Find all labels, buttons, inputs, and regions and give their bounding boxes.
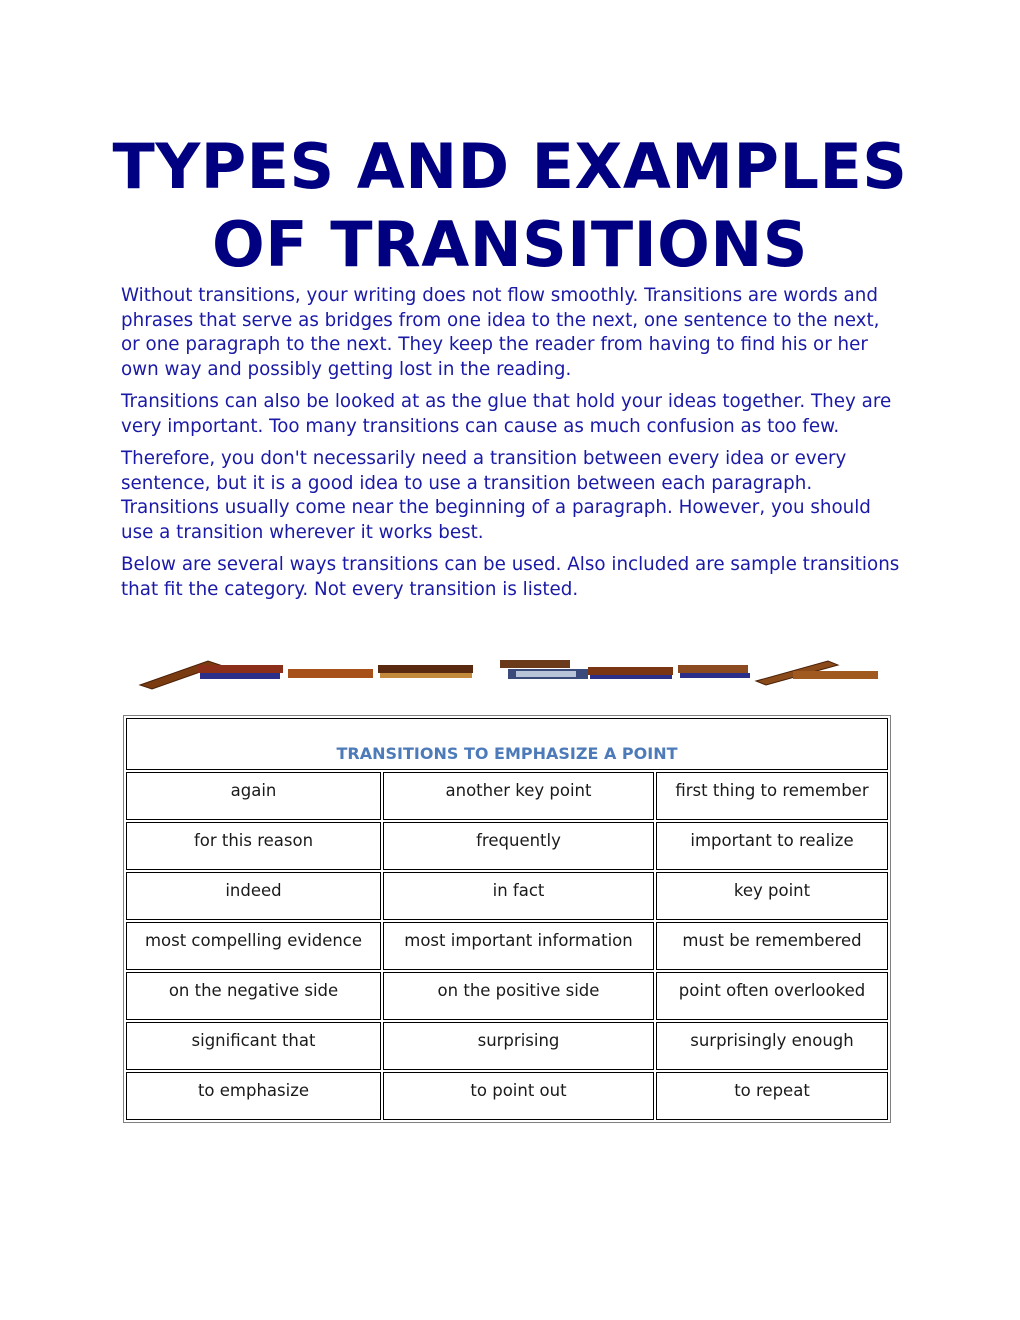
table-row [126, 822, 888, 870]
book-divider-art [140, 660, 878, 689]
table-cell: again [126, 772, 381, 820]
table-cell: on the positive side [383, 972, 654, 1020]
table-cell: another key point [383, 772, 654, 820]
table-cell: indeed [126, 872, 381, 920]
table-heading: TRANSITIONS TO EMPHASIZE A POINT [126, 718, 888, 770]
table-cell: frequently [383, 822, 654, 870]
table-cell: first thing to remember [656, 772, 888, 820]
intro-paragraph: Therefore, you don't necessarily need a transition between every idea or every sentence, but it is a good idea to use a transition between each paragraph. Transitions usually come near the beginning of a paragraph. However, you should use a transition wherever it works best. [121, 448, 871, 543]
table-cell: significant that [126, 1022, 381, 1070]
table-cell: most compelling evidence [126, 922, 381, 970]
table-row [126, 872, 888, 920]
table-cell: surprising [383, 1022, 654, 1070]
table-cell: most important information [383, 922, 654, 970]
table-cell: point often overlooked [656, 972, 888, 1020]
book-divider-image [138, 655, 880, 691]
table-row [126, 1022, 888, 1070]
intro-paragraph: Transitions can also be looked at as the glue that hold your ideas together. They are very important. Too many transitions can cause as much confusion as too few. [121, 391, 892, 437]
table-row [126, 1072, 888, 1120]
table-cell: to emphasize [126, 1072, 381, 1120]
transitions-table [123, 715, 891, 1123]
title-line-2: OF TRANSITIONS [212, 208, 808, 281]
table-row [126, 972, 888, 1020]
intro-text [121, 284, 901, 610]
table-row [126, 922, 888, 970]
table-cell: must be remembered [656, 922, 888, 970]
table-cell: to repeat [656, 1072, 888, 1120]
table-cell: key point [656, 872, 888, 920]
table-cell: on the negative side [126, 972, 381, 1020]
page-title [0, 128, 1020, 284]
table-heading-row [126, 718, 888, 770]
intro-paragraph: Without transitions, your writing does not flow smoothly. Transitions are words and phrases that serve as bridges from one idea to the next, one sentence to the next, or one paragraph to the next. They keep the reader from having to find his or her own way and possibly getting lost in the reading. [121, 285, 880, 380]
title-line-1: TYPES AND EXAMPLES [112, 130, 908, 203]
intro-paragraph: Below are several ways transitions can be used. Also included are sample transitions that fit the category. Not every transition is listed. [121, 554, 900, 600]
table-cell: surprisingly enough [656, 1022, 888, 1070]
table-cell: in fact [383, 872, 654, 920]
table-row [126, 772, 888, 820]
table-cell: for this reason [126, 822, 381, 870]
table-cell: to point out [383, 1072, 654, 1120]
table-cell: important to realize [656, 822, 888, 870]
